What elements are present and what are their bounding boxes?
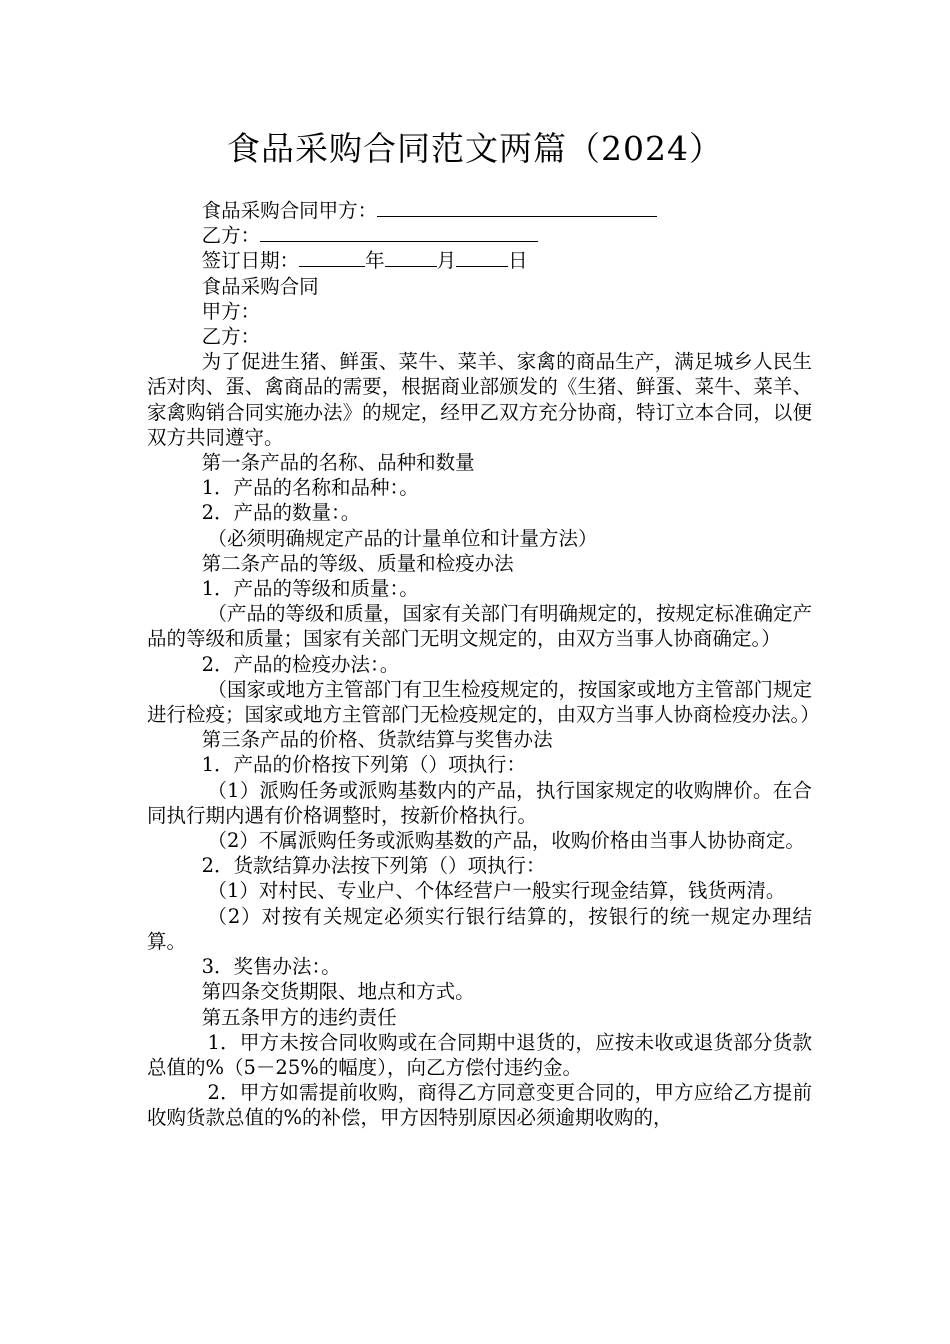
article-3-heading: 第三条产品的价格、货款结算与奖售办法: [201, 728, 553, 752]
article-3-item-2-option-1: （1）对村民、专业户、个体经营户一般实行现金结算，钱货两清。: [207, 879, 786, 903]
day-unit: 日: [508, 249, 528, 273]
document-title: 食品采购合同范文两篇（2024）: [227, 129, 723, 168]
party-a-label: 食品采购合同甲方：: [201, 199, 378, 222]
sign-date-line: [147, 248, 812, 273]
article-2-item-2: 2．产品的检疫办法：。: [201, 652, 400, 676]
year-blank: [299, 248, 365, 267]
article-2-note-1: （产品的等级和质量，国家有关部门有明确规定的，按规定标准确定产品的等级和质量；国家有关部门无明文规定的，由双方当事人协商确定。）: [147, 602, 812, 651]
article-3-item-3: 3．奖售办法：。: [201, 955, 341, 979]
article-3-item-1-option-1: （1）派购任务或派购基数内的产品，执行国家规定的收购牌价。在合同执行期内遇有价格调整时，按新价格执行。: [147, 778, 812, 827]
sign-date-label: 签订日期：: [201, 249, 300, 273]
party-b-blank: [260, 223, 538, 242]
article-5-item-2: 2．甲方如需提前收购，商得乙方同意变更合同的，甲方应给乙方提前收购货款总值的%的补偿，甲方因特别原因必须逾期收购的，: [147, 1081, 812, 1130]
article-1-heading: 第一条产品的名称、品种和数量: [201, 451, 475, 475]
party-a-line: [147, 198, 812, 223]
article-1-item-2: 2．产品的数量：。: [201, 501, 361, 525]
year-unit: 年: [365, 249, 385, 273]
party-b-label: 乙方：: [201, 224, 261, 248]
party-b-simple: 乙方：: [201, 325, 261, 349]
day-blank: [456, 248, 508, 267]
article-5-item-1: 1．甲方未按合同收购或在合同期中退货的，应按未收或退货部分货款总值的%（5－25%的幅度），向乙方偿付违约金。: [147, 1030, 812, 1079]
document-body: [147, 198, 820, 1131]
article-2-note-2: （国家或地方主管部门有卫生检疫规定的，按国家或地方主管部门规定进行检疫；国家或地方主管部门无检疫规定的，由双方当事人协商检疫办法。）: [147, 677, 820, 727]
article-2-item-1: 1．产品的等级和质量：。: [201, 577, 419, 601]
article-1-item-1: 1．产品的名称和品种：。: [201, 476, 419, 500]
article-3-item-1: 1．产品的价格按下列第（）项执行：: [201, 753, 527, 777]
article-3-item-2: 2．货款结算办法按下列第（）项执行：: [201, 854, 546, 878]
party-a-blank: [377, 198, 657, 217]
article-1-note: （必须明确规定产品的计量单位和计量方法）: [207, 526, 598, 550]
month-unit: 月: [436, 249, 457, 273]
article-5-heading: 第五条甲方的违约责任: [201, 1005, 397, 1029]
article-3-item-1-option-2: （2）不属派购任务或派购基数的产品，收购价格由当事人协协商定。: [207, 829, 805, 853]
article-3-item-2-option-2: （2）对按有关规定必须实行银行结算的，按银行的统一规定办理结算。: [147, 904, 812, 953]
article-2-heading: 第二条产品的等级、质量和检疫办法: [201, 551, 514, 575]
contract-heading: 食品采购合同: [201, 274, 319, 298]
preamble-paragraph: 为了促进生猪、鲜蛋、菜牛、菜羊、家禽的商品生产，满足城乡人民生活对肉、蛋、禽商品的需要，根据商业部颁发的《生猪、鲜蛋、菜牛、菜羊、家禽购销合同实施办法》的规定，经甲乙双方充分协商，特订立本合同，以便双方共同遵守。: [147, 350, 812, 449]
month-blank: [385, 248, 437, 267]
article-4-heading: 第四条交货期限、地点和方式。: [201, 980, 475, 1004]
party-a-simple: 甲方：: [201, 299, 261, 323]
party-b-line: [147, 223, 812, 248]
